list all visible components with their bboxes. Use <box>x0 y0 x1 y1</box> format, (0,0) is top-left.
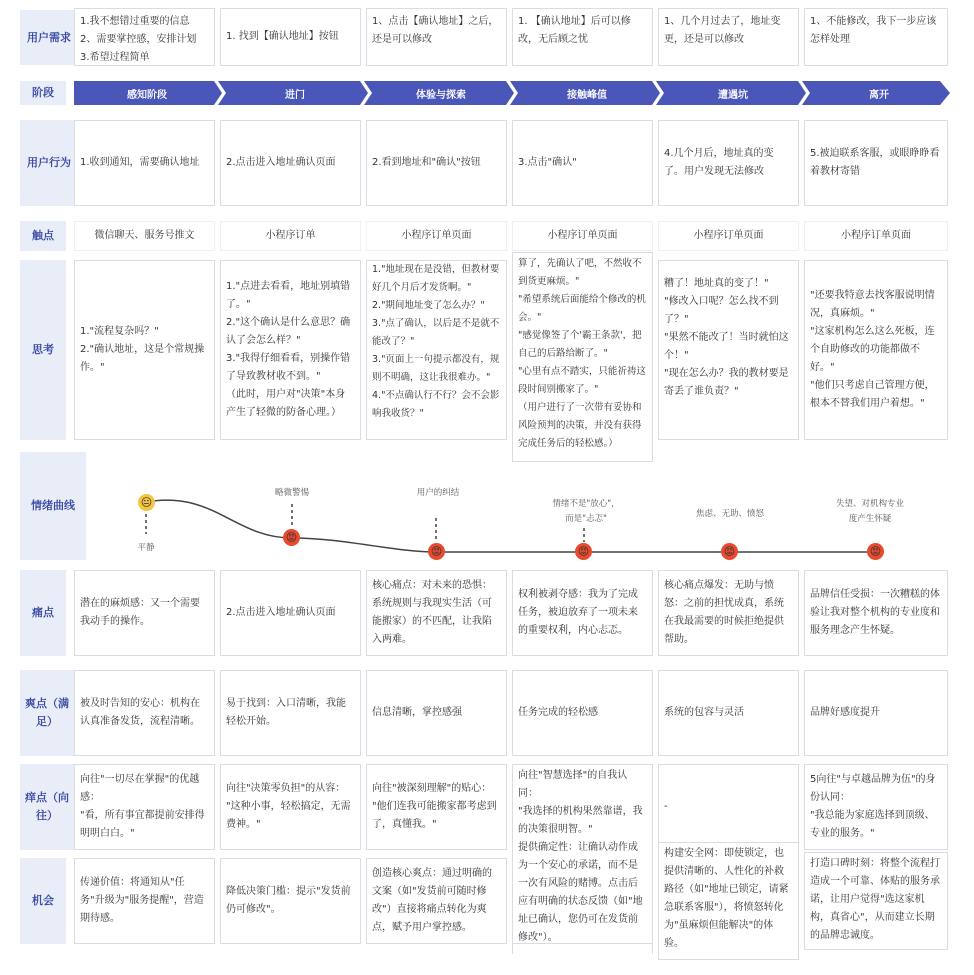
itch-text: 向往"智慧选择"的自我认同： "我选择的机构果然靠谱，我的决策很明智。" 提供确定性：让确认动作成为一个安心的承诺，而不是一次有风险的赌博。点击后应有明确的状态反馈（如"地址已确认，您仍可在发货前修改"）。 <box>518 770 643 943</box>
behavior-cell <box>512 120 653 206</box>
label-stage: 阶段 <box>20 81 66 105</box>
label-behavior: 用户行为 <box>20 120 78 206</box>
behavior-cell <box>74 120 215 206</box>
delight-text: 信息清晰，掌控感强 <box>372 707 462 718</box>
behavior-text: 2.点击进入地址确认页面 <box>226 157 336 168</box>
itch-cell <box>804 764 948 850</box>
opportunity-text: 构建安全网：即使锁定，也提供清晰的、人性化的补救路径（如"地址已锁定，请紧急联系客服"），将愤怒转化为"虽麻烦但能解决"的体验。 <box>664 848 789 949</box>
itch-text: 5向往"与卓越品牌为伍"的身份认同： "我总能为家庭选择到顶级、专业的服务。" <box>810 774 936 839</box>
think-cell <box>658 260 799 440</box>
behavior-cell <box>658 120 799 206</box>
emotion-label: 用户的纠结 <box>416 488 460 498</box>
behavior-text: 3.点击"确认" <box>518 157 577 168</box>
stage-label: 感知阶段 <box>127 89 167 101</box>
delight-cell <box>74 670 215 756</box>
label-think: 思考 <box>20 260 66 440</box>
touch-cell <box>658 221 799 251</box>
needs-text: 1. 【确认地址】后可以修改，无后顾之忧 <box>518 16 631 45</box>
needs-cell <box>366 8 507 66</box>
pain-cell <box>220 570 361 656</box>
delight-cell <box>220 670 361 756</box>
angry-face-icon: 😡 <box>428 543 445 560</box>
touch-text: 小程序订单页面 <box>841 230 911 241</box>
itch-cell <box>366 764 507 850</box>
stage-label: 遭遇坑 <box>718 89 748 101</box>
touch-cell <box>74 221 215 251</box>
emotion-label: 焦虑、无助、愤怒 <box>695 509 764 519</box>
pain-cell <box>512 570 653 656</box>
touch-cell <box>366 221 507 251</box>
touch-text: 小程序订单页面 <box>693 230 764 241</box>
itch-text: 向往"被深刻理解"的贴心： "他们连我可能搬家都考虑到了，真懂我。" <box>372 783 497 830</box>
opportunity-cell <box>804 852 948 950</box>
label-emotion: 情绪曲线 <box>20 452 86 560</box>
think-text: 1."流程复杂吗？" 2."确认地址，这是个常规操作。" <box>80 326 205 373</box>
pain-text: 2.点击进入地址确认页面 <box>226 607 336 618</box>
needs-cell <box>74 8 215 66</box>
label-delight: 爽点（满足） <box>20 670 74 756</box>
opportunity-text: 创造核心爽点：通过明确的文案（如"发货前可随时修改"）直接将痛点转化为爽点，赋予用户掌控感。 <box>372 868 492 933</box>
label-needs: 用户需求 <box>20 10 78 65</box>
angry-face-icon: 😡 <box>575 543 592 560</box>
think-text: 1."地址现在是没错，但教材要好几个月后才发货啊。" 2."期间地址变了怎么办？" 3."点了确认，以后是不是就不能改了？" 3."页面上一句提示都没有，规则不明确，这让我很难办。" 4."不点确认行不行？会不会影响我收货？" <box>372 264 500 419</box>
pain-cell <box>658 570 799 656</box>
emotion-label: 失望、对机构专业 度产生怀疑 <box>835 499 904 524</box>
pain-cell <box>74 570 215 656</box>
itch-cell <box>74 764 215 850</box>
behavior-text: 5.被迫联系客服，或眼睁睁看着教材寄错 <box>810 148 940 177</box>
label-touch: 触点 <box>20 221 66 251</box>
itch-text: 向往"决策零负担"的从容： "这种小事，轻松搞定，无需费神。" <box>226 783 351 830</box>
delight-cell <box>512 670 653 756</box>
delight-cell <box>658 670 799 756</box>
needs-text: 1.我不想错过重要的信息 2、需要掌控感，安排计划 3.希望过程简单 <box>80 16 197 63</box>
opportunity-text: 打造口碑时刻：将整个流程打造成一个可靠、体贴的服务承诺，让用户觉得"选这家机构，真省心"，从而建立长期的品牌忠诚度。 <box>810 858 940 941</box>
opportunity-cell <box>366 858 507 944</box>
touch-cell <box>804 221 948 251</box>
angry-face-icon: 😡 <box>867 543 884 560</box>
behavior-cell <box>804 120 948 206</box>
stage-label: 离开 <box>869 89 889 101</box>
itch-cell <box>658 764 799 850</box>
delight-cell <box>366 670 507 756</box>
needs-cell <box>220 8 361 66</box>
emotion-label: 情绪不是"放心"， 而是"忐忑" <box>552 499 620 524</box>
stage-label: 接触峰值 <box>567 89 607 101</box>
itch-text: - <box>664 801 668 812</box>
think-cell <box>220 260 361 440</box>
delight-text: 品牌好感度提升 <box>810 707 880 718</box>
itch-cell <box>512 764 653 954</box>
think-text: 1."点进去看看，地址别填错了。" 2."这个确认是什么意思？确认了会怎么样？" 3."我得仔细看看，别操作错了导致教材收不到。" （此时，用户对"决策"本身产生了轻微的防备心理。） <box>226 281 351 418</box>
think-cell <box>512 252 653 462</box>
needs-text: 1、不能修改，我下一步应该怎样处理 <box>810 16 937 45</box>
needs-text: 1. 找到【确认地址】按钮 <box>226 31 339 42</box>
pain-cell <box>366 570 507 656</box>
touch-text: 微信聊天、服务号推文 <box>94 230 195 241</box>
touch-cell <box>512 221 653 251</box>
think-cell <box>804 260 948 440</box>
pain-text: 核心痛点爆发：无助与愤怒：之前的担忧成真，系统在我最需要的时候拒绝提供帮助。 <box>664 580 784 645</box>
delight-text: 易于找到：入口清晰，我能轻松开始。 <box>226 698 346 727</box>
think-text: "还要我特意去找客服说明情况，真麻烦。" "这家机构怎么这么死板，连个自助修改的功能都做不好。" "他们只考虑自己管理方便，根本不替我们用户着想。" <box>810 290 935 409</box>
label-opportunity: 机会 <box>20 858 66 944</box>
delight-text: 系统的包容与灵活 <box>664 707 744 718</box>
needs-text: 1、几个月过去了，地址变更，还是可以修改 <box>664 16 781 45</box>
delight-text: 被及时告知的安心：机构在认真准备发货，流程清晰。 <box>80 698 200 727</box>
pain-text: 权利被剥夺感：我为了完成任务，被迫放弃了一项未来的重要权利，内心忐忑。 <box>518 589 638 636</box>
behavior-text: 2.看到地址和"确认"按钮 <box>372 157 481 168</box>
think-text: 糟了！地址真的变了！" "修改入口呢？怎么找不到了？" "果然不能改了！当时就怕这个！" "现在怎么办？我的教材要是寄丢了谁负责？" <box>664 278 789 397</box>
pain-text: 品牌信任受损：一次糟糕的体验让我对整个机构的专业度和服务理念产生怀疑。 <box>810 589 940 636</box>
think-text: 算了，先确认了吧，不然收不到货更麻烦。" "希望系统后面能给个修改的机会。" "感觉像签了个'霸王条款'，把自己的后路给断了。" "心里有点不踏实，只能祈祷这段时间别搬家了。" （用户进行了一次带有妥协和风险预判的决策，并没有获得完成任务后的轻松感。） <box>518 258 646 449</box>
needs-cell <box>804 8 948 66</box>
pain-text: 潜在的麻烦感：又一个需要我动手的操作。 <box>80 598 200 627</box>
neutral-face-icon: 😐 <box>138 494 155 511</box>
behavior-cell <box>220 120 361 206</box>
pain-cell <box>804 570 948 656</box>
label-itch: 痒点（向往） <box>20 764 74 850</box>
behavior-text: 4.几个月后，地址真的变了。用户发现无法修改 <box>664 148 774 177</box>
behavior-text: 1.收到通知，需要确认地址 <box>80 157 200 168</box>
touch-text: 小程序订单页面 <box>547 230 618 241</box>
label-pain: 痛点 <box>20 570 66 656</box>
pain-text: 核心痛点：对未来的恐惧：系统规则与我现实生活（可能搬家）的不匹配，让我陷入两难。 <box>372 580 492 645</box>
opportunity-text: 降低决策门槛：提示"发货前仍可修改"。 <box>226 886 351 915</box>
angry-face-icon: 😡 <box>721 543 738 560</box>
itch-cell <box>220 764 361 850</box>
stage-label: 体验与探索 <box>416 89 466 101</box>
angry-face-icon: 😡 <box>283 529 300 546</box>
touch-text: 小程序订单 <box>265 230 316 241</box>
stage-label: 进门 <box>285 89 305 101</box>
opportunity-cell <box>220 858 361 944</box>
needs-cell <box>512 8 653 66</box>
delight-cell <box>804 670 948 756</box>
think-cell <box>74 260 215 440</box>
opportunity-cell <box>74 858 215 944</box>
think-cell <box>366 260 507 440</box>
touch-cell <box>220 221 361 251</box>
emotion-label: 略微警惕 <box>274 488 309 498</box>
opportunity-text: 传递价值：将通知从"任务"升级为"服务提醒"，营造期待感。 <box>80 877 204 924</box>
opportunity-cell <box>658 842 799 960</box>
needs-cell <box>658 8 799 66</box>
needs-text: 1、点击【确认地址】之后，还是可以修改 <box>372 16 499 45</box>
delight-text: 任务完成的轻松感 <box>518 707 598 718</box>
touch-text: 小程序订单页面 <box>401 230 472 241</box>
behavior-cell <box>366 120 507 206</box>
itch-text: 向往"一切尽在掌握"的优越感： "看，所有事宜都提前安排得明明白白。" <box>80 774 205 839</box>
emotion-label: 平静 <box>137 543 155 553</box>
